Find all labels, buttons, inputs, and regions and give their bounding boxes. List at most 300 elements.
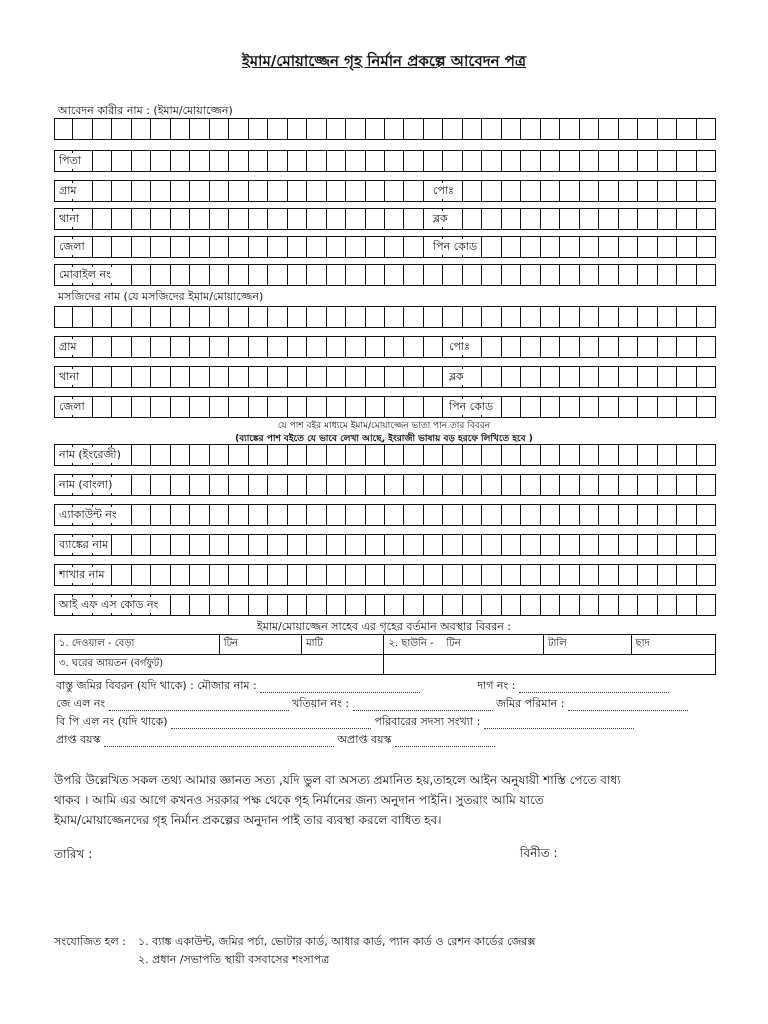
char-box[interactable] xyxy=(560,444,579,466)
char-box[interactable] xyxy=(404,208,423,230)
char-box[interactable] xyxy=(210,396,229,418)
char-box[interactable] xyxy=(346,534,365,556)
char-box[interactable] xyxy=(268,534,287,556)
char-box[interactable] xyxy=(171,336,190,358)
char-box[interactable] xyxy=(171,366,190,388)
char-box[interactable] xyxy=(268,474,287,496)
char-box[interactable] xyxy=(151,534,170,556)
char-box[interactable] xyxy=(560,504,579,526)
char-box[interactable] xyxy=(229,264,248,286)
char-box[interactable] xyxy=(346,504,365,526)
minor-field[interactable] xyxy=(395,737,495,747)
area-cell[interactable]: ৩. ঘরের আয়তন (বর্গফুট) xyxy=(55,655,384,675)
char-box[interactable] xyxy=(443,564,462,586)
char-box[interactable] xyxy=(151,236,170,258)
char-box[interactable] xyxy=(151,150,170,172)
char-box[interactable] xyxy=(560,534,579,556)
char-box[interactable] xyxy=(151,180,170,202)
char-box[interactable] xyxy=(73,118,92,140)
char-box[interactable] xyxy=(697,264,716,286)
char-box[interactable] xyxy=(307,444,326,466)
char-box[interactable] xyxy=(366,264,385,286)
family-field[interactable] xyxy=(484,719,634,729)
char-box[interactable] xyxy=(619,118,638,140)
char-box[interactable] xyxy=(93,366,112,388)
char-box[interactable] xyxy=(502,594,521,616)
char-box[interactable] xyxy=(521,150,540,172)
char-box[interactable] xyxy=(327,504,346,526)
char-box[interactable] xyxy=(385,150,404,172)
char-box[interactable] xyxy=(93,306,112,328)
char-box[interactable] xyxy=(697,150,716,172)
char-box[interactable] xyxy=(268,306,287,328)
char-box[interactable] xyxy=(190,504,209,526)
char-box[interactable] xyxy=(599,236,618,258)
char-box[interactable] xyxy=(560,474,579,496)
char-box[interactable] xyxy=(288,444,307,466)
char-box[interactable] xyxy=(580,208,599,230)
district-boxes[interactable] xyxy=(54,236,716,258)
char-box[interactable] xyxy=(502,208,521,230)
char-box[interactable] xyxy=(327,444,346,466)
char-box[interactable] xyxy=(638,180,657,202)
char-box[interactable] xyxy=(521,396,540,418)
char-box[interactable] xyxy=(210,594,229,616)
tin-cell-1[interactable]: টিন xyxy=(219,635,301,655)
char-box[interactable] xyxy=(112,534,131,556)
char-box[interactable] xyxy=(658,264,677,286)
mouza-field[interactable] xyxy=(260,683,420,693)
char-box[interactable] xyxy=(463,474,482,496)
char-box[interactable] xyxy=(638,564,657,586)
char-box[interactable] xyxy=(210,264,229,286)
char-box[interactable] xyxy=(404,564,423,586)
char-box[interactable] xyxy=(502,444,521,466)
roof-cell[interactable] xyxy=(384,635,544,655)
char-box[interactable] xyxy=(249,534,268,556)
char-box[interactable] xyxy=(619,150,638,172)
char-box[interactable] xyxy=(268,444,287,466)
char-box[interactable] xyxy=(229,118,248,140)
char-box[interactable] xyxy=(599,534,618,556)
char-box[interactable] xyxy=(307,180,326,202)
char-box[interactable] xyxy=(385,564,404,586)
char-box[interactable] xyxy=(560,264,579,286)
char-box[interactable] xyxy=(151,474,170,496)
char-box[interactable] xyxy=(580,150,599,172)
char-box[interactable] xyxy=(541,474,560,496)
char-box[interactable] xyxy=(93,336,112,358)
char-box[interactable] xyxy=(73,306,92,328)
char-box[interactable] xyxy=(268,564,287,586)
char-box[interactable] xyxy=(658,180,677,202)
name-english-boxes[interactable] xyxy=(54,444,716,466)
char-box[interactable] xyxy=(190,180,209,202)
char-box[interactable] xyxy=(677,564,696,586)
char-box[interactable] xyxy=(268,396,287,418)
char-box[interactable] xyxy=(385,208,404,230)
char-box[interactable] xyxy=(366,336,385,358)
char-box[interactable] xyxy=(424,504,443,526)
char-box[interactable] xyxy=(482,150,501,172)
char-box[interactable] xyxy=(210,150,229,172)
char-box[interactable] xyxy=(171,504,190,526)
char-box[interactable] xyxy=(151,564,170,586)
char-box[interactable] xyxy=(463,594,482,616)
char-box[interactable] xyxy=(268,366,287,388)
char-box[interactable] xyxy=(424,150,443,172)
char-box[interactable] xyxy=(210,336,229,358)
char-box[interactable] xyxy=(424,444,443,466)
char-box[interactable] xyxy=(463,118,482,140)
char-box[interactable] xyxy=(599,396,618,418)
chad-cell[interactable]: ছাদ xyxy=(631,635,715,655)
char-box[interactable] xyxy=(132,264,151,286)
char-box[interactable] xyxy=(366,504,385,526)
char-box[interactable] xyxy=(638,396,657,418)
mosque-thana-boxes[interactable] xyxy=(54,366,716,388)
char-box[interactable] xyxy=(463,180,482,202)
char-box[interactable] xyxy=(307,474,326,496)
char-box[interactable] xyxy=(599,504,618,526)
char-box[interactable] xyxy=(385,118,404,140)
mosque-village-boxes[interactable] xyxy=(54,336,716,358)
char-box[interactable] xyxy=(307,264,326,286)
char-box[interactable] xyxy=(599,564,618,586)
char-box[interactable] xyxy=(677,118,696,140)
char-box[interactable] xyxy=(482,208,501,230)
char-box[interactable] xyxy=(112,118,131,140)
char-box[interactable] xyxy=(366,236,385,258)
wall-cell[interactable]: ১. দেওয়াল - বেড়া xyxy=(55,635,220,655)
account-number-boxes[interactable] xyxy=(54,504,716,526)
char-box[interactable] xyxy=(132,366,151,388)
char-box[interactable] xyxy=(502,264,521,286)
char-box[interactable] xyxy=(190,444,209,466)
char-box[interactable] xyxy=(346,150,365,172)
char-box[interactable] xyxy=(366,396,385,418)
char-box[interactable] xyxy=(424,336,443,358)
char-box[interactable] xyxy=(288,396,307,418)
char-box[interactable] xyxy=(502,336,521,358)
char-box[interactable] xyxy=(677,208,696,230)
char-box[interactable] xyxy=(502,306,521,328)
char-box[interactable] xyxy=(599,150,618,172)
char-box[interactable] xyxy=(482,336,501,358)
char-box[interactable] xyxy=(658,150,677,172)
char-box[interactable] xyxy=(385,594,404,616)
char-box[interactable] xyxy=(132,534,151,556)
char-box[interactable] xyxy=(677,396,696,418)
char-box[interactable] xyxy=(346,366,365,388)
char-box[interactable] xyxy=(463,504,482,526)
char-box[interactable] xyxy=(560,150,579,172)
char-box[interactable] xyxy=(268,594,287,616)
char-box[interactable] xyxy=(132,306,151,328)
char-box[interactable] xyxy=(404,180,423,202)
char-box[interactable] xyxy=(288,336,307,358)
char-box[interactable] xyxy=(327,396,346,418)
char-box[interactable] xyxy=(658,474,677,496)
char-box[interactable] xyxy=(599,594,618,616)
char-box[interactable] xyxy=(638,504,657,526)
char-box[interactable] xyxy=(541,118,560,140)
char-box[interactable] xyxy=(599,118,618,140)
char-box[interactable] xyxy=(366,594,385,616)
char-box[interactable] xyxy=(619,474,638,496)
char-box[interactable] xyxy=(132,150,151,172)
char-box[interactable] xyxy=(210,504,229,526)
char-box[interactable] xyxy=(171,534,190,556)
char-box[interactable] xyxy=(385,180,404,202)
char-box[interactable] xyxy=(327,236,346,258)
char-box[interactable] xyxy=(171,594,190,616)
char-box[interactable] xyxy=(599,180,618,202)
char-box[interactable] xyxy=(210,564,229,586)
khatian-field[interactable] xyxy=(353,701,493,711)
char-box[interactable] xyxy=(249,504,268,526)
char-box[interactable] xyxy=(249,564,268,586)
char-box[interactable] xyxy=(268,264,287,286)
char-box[interactable] xyxy=(697,594,716,616)
char-box[interactable] xyxy=(580,236,599,258)
char-box[interactable] xyxy=(599,474,618,496)
char-box[interactable] xyxy=(327,366,346,388)
char-box[interactable] xyxy=(502,180,521,202)
char-box[interactable] xyxy=(385,534,404,556)
char-box[interactable] xyxy=(385,474,404,496)
char-box[interactable] xyxy=(658,444,677,466)
char-box[interactable] xyxy=(560,180,579,202)
char-box[interactable] xyxy=(502,150,521,172)
char-box[interactable] xyxy=(190,336,209,358)
char-box[interactable] xyxy=(93,150,112,172)
char-box[interactable] xyxy=(638,474,657,496)
char-box[interactable] xyxy=(502,236,521,258)
tali-cell[interactable]: টালি xyxy=(544,635,632,655)
char-box[interactable] xyxy=(638,208,657,230)
char-box[interactable] xyxy=(268,118,287,140)
char-box[interactable] xyxy=(268,208,287,230)
char-box[interactable] xyxy=(697,208,716,230)
char-box[interactable] xyxy=(658,564,677,586)
char-box[interactable] xyxy=(482,264,501,286)
char-box[interactable] xyxy=(288,594,307,616)
char-box[interactable] xyxy=(482,306,501,328)
char-box[interactable] xyxy=(521,564,540,586)
char-box[interactable] xyxy=(502,396,521,418)
char-box[interactable] xyxy=(677,474,696,496)
char-box[interactable] xyxy=(268,236,287,258)
char-box[interactable] xyxy=(288,264,307,286)
char-box[interactable] xyxy=(327,474,346,496)
char-box[interactable] xyxy=(190,534,209,556)
char-box[interactable] xyxy=(677,336,696,358)
char-box[interactable] xyxy=(697,504,716,526)
char-box[interactable] xyxy=(190,306,209,328)
char-box[interactable] xyxy=(541,594,560,616)
char-box[interactable] xyxy=(112,564,131,586)
char-box[interactable] xyxy=(190,118,209,140)
char-box[interactable] xyxy=(210,534,229,556)
char-box[interactable] xyxy=(463,534,482,556)
char-box[interactable] xyxy=(541,264,560,286)
char-box[interactable] xyxy=(638,444,657,466)
char-box[interactable] xyxy=(229,564,248,586)
char-box[interactable] xyxy=(229,444,248,466)
char-box[interactable] xyxy=(307,306,326,328)
char-box[interactable] xyxy=(346,208,365,230)
char-box[interactable] xyxy=(190,264,209,286)
char-box[interactable] xyxy=(580,366,599,388)
char-box[interactable] xyxy=(541,180,560,202)
char-box[interactable] xyxy=(424,396,443,418)
char-box[interactable] xyxy=(210,306,229,328)
char-box[interactable] xyxy=(366,208,385,230)
char-box[interactable] xyxy=(502,504,521,526)
char-box[interactable] xyxy=(327,118,346,140)
char-box[interactable] xyxy=(677,504,696,526)
char-box[interactable] xyxy=(93,236,112,258)
adult-field[interactable] xyxy=(104,737,334,747)
char-box[interactable] xyxy=(404,534,423,556)
char-box[interactable] xyxy=(366,564,385,586)
char-box[interactable] xyxy=(658,534,677,556)
char-box[interactable] xyxy=(307,534,326,556)
char-box[interactable] xyxy=(658,118,677,140)
char-box[interactable] xyxy=(112,208,131,230)
char-box[interactable] xyxy=(346,396,365,418)
char-box[interactable] xyxy=(229,336,248,358)
name-bengali-boxes[interactable] xyxy=(54,474,716,496)
char-box[interactable] xyxy=(599,208,618,230)
char-box[interactable] xyxy=(521,366,540,388)
char-box[interactable] xyxy=(132,564,151,586)
char-box[interactable] xyxy=(229,474,248,496)
char-box[interactable] xyxy=(658,504,677,526)
char-box[interactable] xyxy=(463,564,482,586)
char-box[interactable] xyxy=(599,306,618,328)
char-box[interactable] xyxy=(249,474,268,496)
char-box[interactable] xyxy=(171,564,190,586)
char-box[interactable] xyxy=(229,366,248,388)
thana-boxes[interactable] xyxy=(54,208,716,230)
char-box[interactable] xyxy=(366,366,385,388)
char-box[interactable] xyxy=(385,236,404,258)
char-box[interactable] xyxy=(580,534,599,556)
char-box[interactable] xyxy=(151,208,170,230)
char-box[interactable] xyxy=(404,264,423,286)
char-box[interactable] xyxy=(268,150,287,172)
char-box[interactable] xyxy=(677,264,696,286)
char-box[interactable] xyxy=(580,504,599,526)
char-box[interactable] xyxy=(346,236,365,258)
char-box[interactable] xyxy=(424,564,443,586)
land-area-field[interactable] xyxy=(568,701,688,711)
char-box[interactable] xyxy=(249,594,268,616)
char-box[interactable] xyxy=(560,366,579,388)
char-box[interactable] xyxy=(580,118,599,140)
char-box[interactable] xyxy=(619,236,638,258)
char-box[interactable] xyxy=(171,236,190,258)
char-box[interactable] xyxy=(366,180,385,202)
char-box[interactable] xyxy=(638,236,657,258)
char-box[interactable] xyxy=(619,594,638,616)
char-box[interactable] xyxy=(521,306,540,328)
char-box[interactable] xyxy=(521,264,540,286)
char-box[interactable] xyxy=(190,208,209,230)
char-box[interactable] xyxy=(502,118,521,140)
char-box[interactable] xyxy=(482,504,501,526)
char-box[interactable] xyxy=(541,444,560,466)
char-box[interactable] xyxy=(288,236,307,258)
char-box[interactable] xyxy=(541,504,560,526)
char-box[interactable] xyxy=(151,306,170,328)
char-box[interactable] xyxy=(346,444,365,466)
applicant-name-boxes[interactable] xyxy=(54,118,716,140)
char-box[interactable] xyxy=(171,396,190,418)
mobile-boxes[interactable] xyxy=(54,264,716,286)
char-box[interactable] xyxy=(502,534,521,556)
char-box[interactable] xyxy=(54,118,73,140)
char-box[interactable] xyxy=(54,306,73,328)
char-box[interactable] xyxy=(580,180,599,202)
char-box[interactable] xyxy=(658,366,677,388)
char-box[interactable] xyxy=(521,118,540,140)
char-box[interactable] xyxy=(307,366,326,388)
char-box[interactable] xyxy=(580,474,599,496)
char-box[interactable] xyxy=(541,208,560,230)
char-box[interactable] xyxy=(580,336,599,358)
char-box[interactable] xyxy=(151,444,170,466)
char-box[interactable] xyxy=(619,366,638,388)
char-box[interactable] xyxy=(366,534,385,556)
char-box[interactable] xyxy=(171,150,190,172)
char-box[interactable] xyxy=(424,474,443,496)
father-name-boxes[interactable] xyxy=(54,150,716,172)
char-box[interactable] xyxy=(288,306,307,328)
char-box[interactable] xyxy=(366,118,385,140)
char-box[interactable] xyxy=(482,534,501,556)
char-box[interactable] xyxy=(190,236,209,258)
char-box[interactable] xyxy=(580,396,599,418)
char-box[interactable] xyxy=(249,236,268,258)
char-box[interactable] xyxy=(443,306,462,328)
char-box[interactable] xyxy=(560,236,579,258)
char-box[interactable] xyxy=(521,180,540,202)
char-box[interactable] xyxy=(210,180,229,202)
char-box[interactable] xyxy=(541,150,560,172)
char-box[interactable] xyxy=(560,594,579,616)
char-box[interactable] xyxy=(443,150,462,172)
char-box[interactable] xyxy=(190,150,209,172)
char-box[interactable] xyxy=(132,504,151,526)
char-box[interactable] xyxy=(638,118,657,140)
char-box[interactable] xyxy=(190,396,209,418)
char-box[interactable] xyxy=(112,236,131,258)
char-box[interactable] xyxy=(229,208,248,230)
char-box[interactable] xyxy=(93,208,112,230)
char-box[interactable] xyxy=(521,236,540,258)
char-box[interactable] xyxy=(482,474,501,496)
char-box[interactable] xyxy=(677,236,696,258)
char-box[interactable] xyxy=(171,180,190,202)
char-box[interactable] xyxy=(132,396,151,418)
char-box[interactable] xyxy=(385,444,404,466)
char-box[interactable] xyxy=(521,474,540,496)
char-box[interactable] xyxy=(482,236,501,258)
char-box[interactable] xyxy=(307,208,326,230)
